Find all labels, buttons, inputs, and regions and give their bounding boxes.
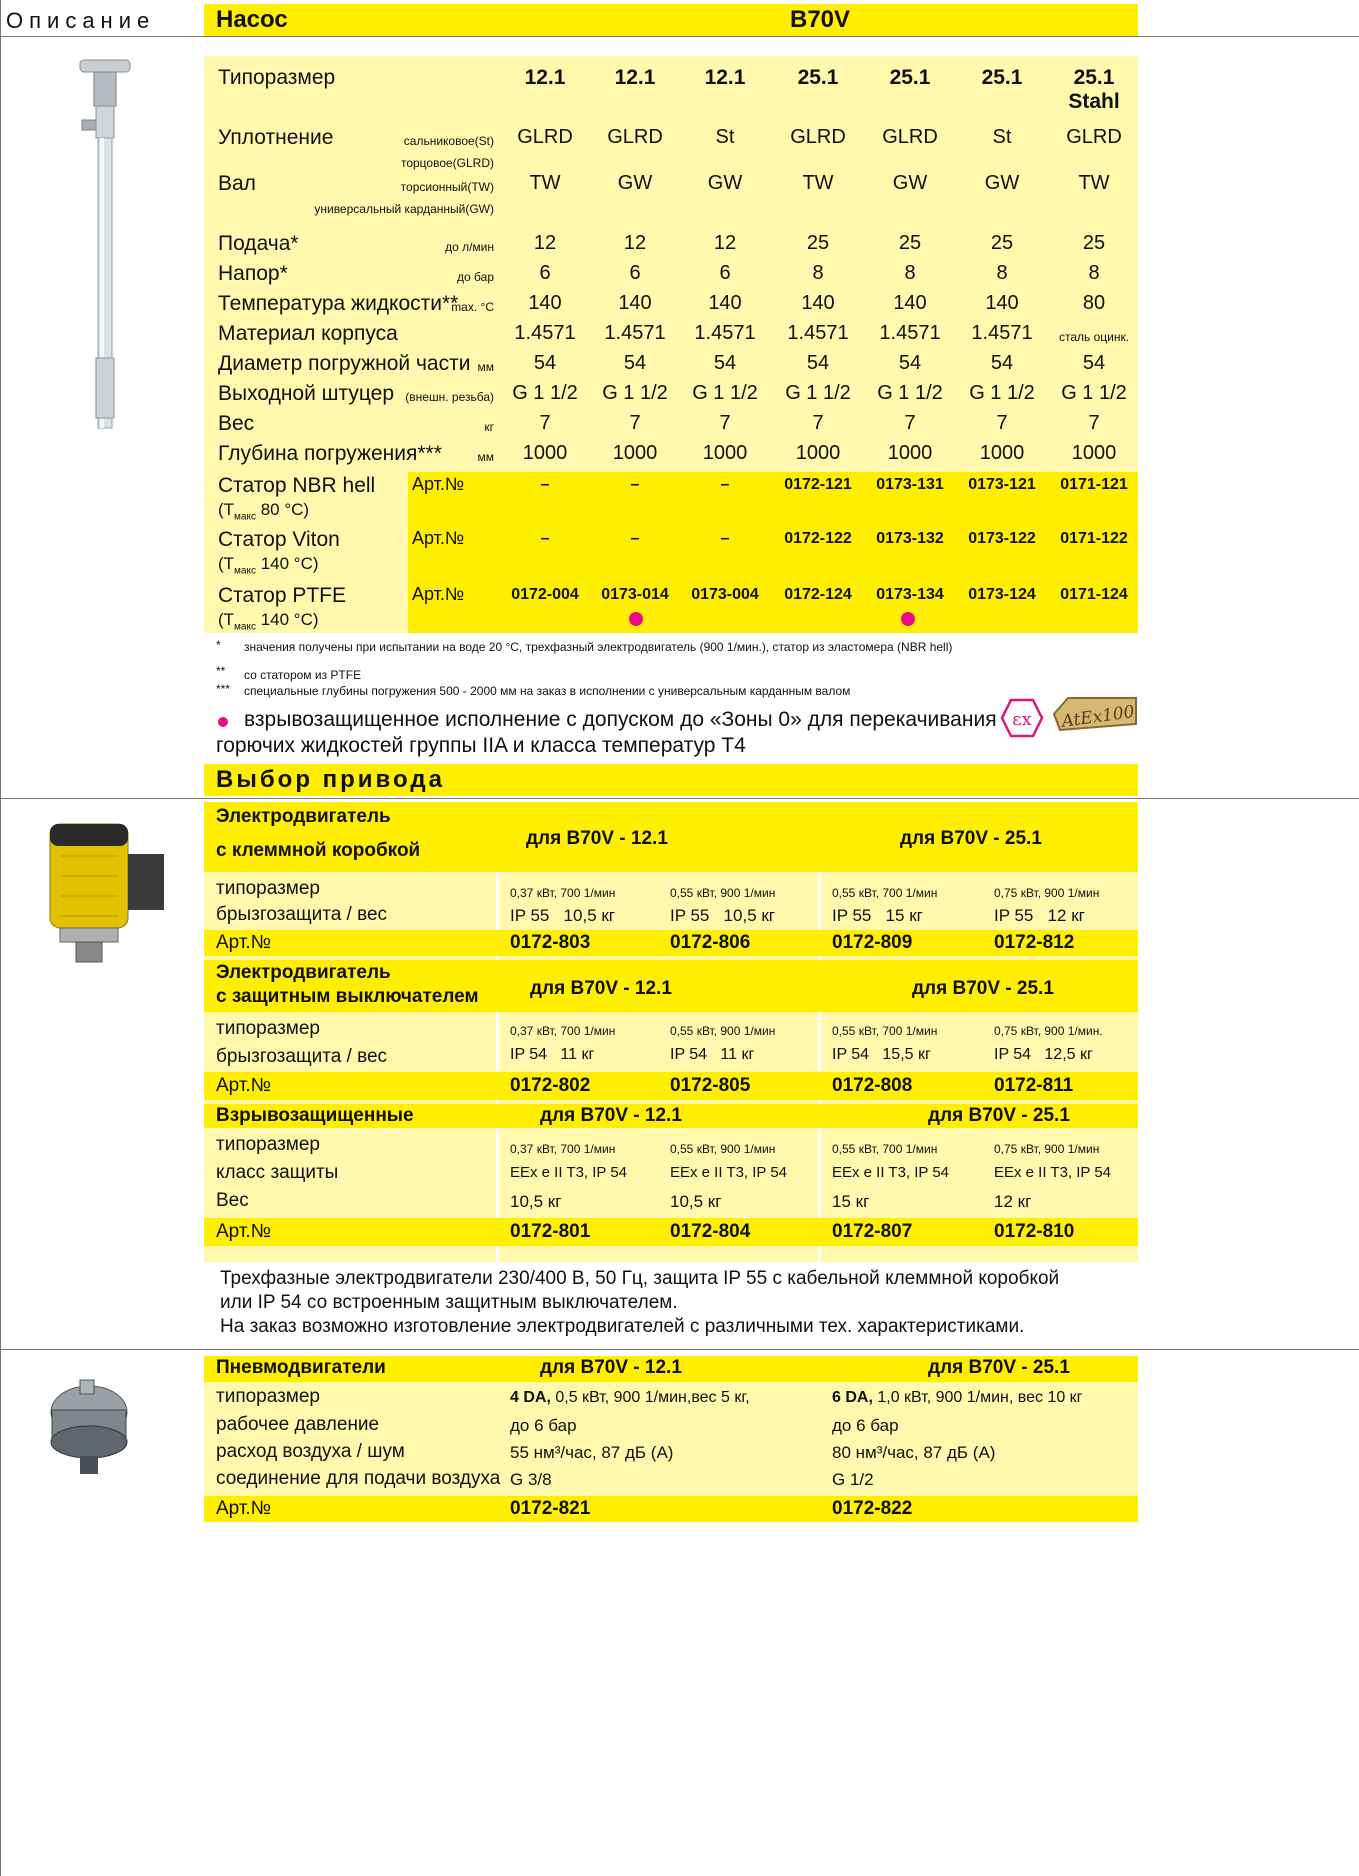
- ex-note-line2: горючих жидкостей группы IIA и класса температур Т4: [216, 734, 746, 757]
- divider-pneu: [0, 1349, 1359, 1350]
- spec-cell: G 1 1/2: [969, 382, 1035, 404]
- spec-cell: St: [715, 126, 735, 148]
- m2-prot: IP 54 11 кг: [510, 1046, 595, 1063]
- spec-cell: St: [992, 126, 1012, 148]
- stator-art-value: 0172-121: [784, 476, 852, 493]
- note3-mark: ***: [216, 682, 231, 696]
- drive-title: Выбор привода: [216, 766, 445, 793]
- m3-weight: 15 кг: [832, 1192, 870, 1211]
- note1: значения получены при испытании на воде 20 °C, трехфазный электродвигатель (900 1/мин.), статор из эластомера (NBR hell): [244, 640, 953, 654]
- spec-cell: 7: [629, 412, 641, 434]
- stator-art-value: –: [540, 530, 550, 547]
- m2-art: 0172-802: [510, 1075, 591, 1096]
- col-header-4: 25.1: [797, 66, 839, 89]
- ex-dot-col5: [901, 612, 915, 626]
- note1-mark: *: [216, 638, 221, 652]
- spec-row-label: Выходной штуцер: [218, 382, 395, 405]
- spec-cell: 6: [539, 262, 551, 284]
- spec-cell: 1.4571: [879, 322, 941, 344]
- note2: со статором из PTFE: [244, 668, 362, 682]
- spec-row-label: Вал: [218, 172, 256, 195]
- m1-prot: IP 55 15 кг: [832, 906, 923, 925]
- stator-art-bg: [408, 472, 1138, 633]
- m2-art: 0172-808: [832, 1075, 913, 1096]
- pneu-for-25: для B70V - 25.1: [928, 1357, 1070, 1378]
- spec-row-label: Температура жидкости**: [218, 292, 459, 315]
- spec-cell: 8: [1088, 262, 1100, 284]
- spec-cell: GLRD: [607, 126, 663, 148]
- spec-cell: сталь оцинк.: [1058, 330, 1130, 344]
- pneu-art-2: 0172-822: [832, 1498, 913, 1519]
- m3-size: 0,37 кВт, 700 1/мин: [510, 1142, 616, 1156]
- spec-cell: G 1 1/2: [877, 382, 943, 404]
- stator-tmax: ($T_{макс}$ 80 °C): [218, 500, 310, 523]
- stator-art-value: –: [720, 530, 730, 547]
- spec-row-label: Вес: [218, 412, 255, 435]
- spec-cell: 12: [533, 232, 557, 254]
- stator-art-value: 0173-131: [876, 476, 944, 493]
- spec-cell: 25: [990, 232, 1014, 254]
- stator-art-value: 0173-121: [968, 476, 1036, 493]
- m2-size: 0,55 кВт, 700 1/мин: [832, 1024, 938, 1038]
- pneu-label-air: расход воздуха / шум: [216, 1441, 405, 1462]
- spec-row-label: Диаметр погружной части: [218, 352, 471, 375]
- spec-cell: 1000: [979, 442, 1025, 464]
- spec-cell: 12: [623, 232, 647, 254]
- m3-row2-label: класс защиты: [216, 1162, 339, 1183]
- spec-row-label: Глубина погружения***: [218, 442, 442, 465]
- m3-art: 0172-807: [832, 1221, 913, 1242]
- spec-cell: 54: [1082, 352, 1106, 374]
- m3-weight: 10,5 кг: [670, 1192, 722, 1211]
- spec-cell: GLRD: [882, 126, 938, 148]
- m3-class: EEx e II T3, IP 54: [670, 1164, 788, 1181]
- pneu-c2-air: 80 нм³/час, 87 дБ (А): [832, 1443, 996, 1462]
- m3-size: 0,55 кВт, 900 1/мин: [670, 1142, 776, 1156]
- spec-cell: G 1 1/2: [1061, 382, 1127, 404]
- stator-art-label: Арт.№: [412, 528, 465, 548]
- m1-art: 0172-806: [670, 932, 751, 953]
- m1-title2: с клеммной коробкой: [216, 840, 421, 861]
- m2-art: 0172-805: [670, 1075, 751, 1096]
- motor-note3: На заказ возможно изготовление электродвигателей с различными тех. характеристиками.: [220, 1316, 1025, 1337]
- stator-art-value: 0171-124: [1060, 586, 1128, 603]
- m1-for-12: для B70V - 12.1: [526, 828, 668, 849]
- m2-prot: IP 54 12,5 кг: [994, 1046, 1093, 1063]
- spec-cell: 1.4571: [694, 322, 756, 344]
- m3-class: EEx e II T3, IP 54: [994, 1164, 1112, 1181]
- stator-art-value: 0173-124: [968, 586, 1036, 603]
- pneu-label-size: типоразмер: [216, 1386, 320, 1407]
- spec-cell: 54: [623, 352, 647, 374]
- m3-art: 0172-810: [994, 1221, 1075, 1242]
- ex-dot-col2: [629, 612, 643, 626]
- spec-row-sub2: универсальный карданный(GW): [314, 202, 494, 216]
- spec-cell: 140: [893, 292, 927, 314]
- spec-row-unit: max. °C: [451, 300, 494, 314]
- m2-row2-label: брызгозащита / вес: [216, 1046, 388, 1067]
- m2-prot: IP 54 11 кг: [670, 1046, 755, 1063]
- m2-size: 0,75 кВт, 900 1/мин.: [994, 1024, 1103, 1038]
- spec-row-unit: кг: [484, 420, 494, 434]
- spec-cell: 7: [539, 412, 551, 434]
- stator-art-label: Арт.№: [412, 584, 465, 604]
- svg-text:AtEx100: AtEx100: [1060, 701, 1136, 732]
- m2-prot: IP 54 15,5 кг: [832, 1046, 931, 1063]
- spec-cell: TW: [529, 172, 561, 194]
- spec-cell: 25: [1082, 232, 1106, 254]
- spec-cell: GW: [617, 172, 653, 194]
- stator-art-value: –: [540, 476, 550, 493]
- stator-name: Статор NBR hell: [218, 474, 376, 497]
- m3-for-12: для B70V - 12.1: [540, 1105, 682, 1126]
- m3-row1-label: типоразмер: [216, 1134, 320, 1155]
- stator-art-value: 0172-124: [784, 586, 852, 603]
- spec-row-label: Уплотнение: [218, 126, 334, 149]
- spec-cell: 140: [801, 292, 835, 314]
- electric-motor-image: [40, 816, 175, 966]
- col-header-2: 12.1: [614, 66, 656, 89]
- spec-cell: 1000: [612, 442, 658, 464]
- spec-cell: 1000: [522, 442, 568, 464]
- spec-cell: GW: [707, 172, 743, 194]
- spec-cell: G 1 1/2: [785, 382, 851, 404]
- stator-art-value: 0173-132: [876, 530, 944, 547]
- spec-cell: 54: [533, 352, 557, 374]
- spec-cell: 1000: [1071, 442, 1117, 464]
- m2-art-label: Арт.№: [216, 1075, 272, 1096]
- size-label: Типоразмер: [218, 66, 336, 89]
- spec-cell: 140: [985, 292, 1019, 314]
- m1-size: 0,55 кВт, 700 1/мин: [832, 886, 938, 900]
- spec-cell: G 1 1/2: [602, 382, 668, 404]
- atex-badge-icon: [1052, 694, 1138, 734]
- spec-cell: 8: [996, 262, 1008, 284]
- spec-cell: 1000: [795, 442, 841, 464]
- stator-tmax: ($T_{макс}$ 140 °C): [218, 554, 319, 577]
- stator-name: Статор Viton: [218, 528, 340, 551]
- m1-prot: IP 55 10,5 кг: [670, 906, 776, 925]
- m2-size: 0,55 кВт, 900 1/мин: [670, 1024, 776, 1038]
- motor-note2: или IP 54 со встроенным защитным выключателем.: [220, 1292, 678, 1313]
- pneu-title: Пневмодвигатели: [216, 1357, 386, 1378]
- m1-prot: IP 55 12 кг: [994, 906, 1085, 925]
- spec-row-label: Материал корпуса: [218, 322, 398, 345]
- m1-size: 0,75 кВт, 900 1/мин: [994, 886, 1100, 900]
- spec-cell: 54: [713, 352, 737, 374]
- stator-art-value: 0173-004: [691, 586, 759, 603]
- m2-for-12: для B70V - 12.1: [530, 978, 672, 999]
- m1-art: 0172-803: [510, 932, 591, 953]
- spec-cell: 8: [812, 262, 824, 284]
- spec-row-label: Напор*: [218, 262, 288, 285]
- pneu-for-12: для B70V - 12.1: [540, 1357, 682, 1378]
- pneu-c2-size: 6 DA, 1,0 кВт, 900 1/мин, вес 10 кг: [832, 1389, 1083, 1406]
- spec-cell: GLRD: [517, 126, 573, 148]
- m3-class: EEx e II T3, IP 54: [832, 1164, 950, 1181]
- pneu-c1-size: 4 DA, 0,5 кВт, 900 1/мин,вес 5 кг,: [510, 1389, 750, 1406]
- left-border: [0, 0, 1, 1876]
- spec-cell: 8: [904, 262, 916, 284]
- spec-cell: 140: [708, 292, 742, 314]
- col-header-5: 25.1: [889, 66, 931, 89]
- spec-cell: TW: [802, 172, 834, 194]
- spec-cell: 1.4571: [604, 322, 666, 344]
- spec-cell: 6: [629, 262, 641, 284]
- spec-cell: 1.4571: [971, 322, 1033, 344]
- spec-cell: 1.4571: [514, 322, 576, 344]
- stator-art-value: 0173-134: [876, 586, 944, 603]
- spec-cell: 1.4571: [787, 322, 849, 344]
- spec-cell: 54: [806, 352, 830, 374]
- stator-art-value: 0171-122: [1060, 530, 1128, 547]
- spec-cell: 7: [719, 412, 731, 434]
- m3-size: 0,55 кВт, 700 1/мин: [832, 1142, 938, 1156]
- m1-art: 0172-812: [994, 932, 1075, 953]
- pneu-label-pressure: рабочее давление: [216, 1414, 380, 1435]
- m3-class: EEx e II T3, IP 54: [510, 1164, 628, 1181]
- stator-art-value: 0172-122: [784, 530, 852, 547]
- stator-name: Статор PTFE: [218, 584, 347, 607]
- m3-art-label: Арт.№: [216, 1221, 272, 1242]
- pneu-c1-pressure: до 6 бар: [510, 1416, 577, 1435]
- spec-cell: TW: [1078, 172, 1110, 194]
- spec-cell: 54: [898, 352, 922, 374]
- spec-cell: 6: [719, 262, 731, 284]
- m2-title2: с защитным выключателем: [216, 986, 479, 1007]
- model-name: B70V: [790, 6, 851, 33]
- spec-cell: 140: [528, 292, 562, 314]
- spec-cell: G 1 1/2: [692, 382, 758, 404]
- m1-size: 0,55 кВт, 900 1/мин: [670, 886, 776, 900]
- stator-tmax: ($T_{макс}$ 140 °C): [218, 610, 319, 633]
- m1-art: 0172-809: [832, 932, 913, 953]
- stator-art-value: –: [630, 476, 640, 493]
- pneumatic-motor-image: [34, 1372, 144, 1482]
- m1-title1: Электродвигатель: [216, 806, 391, 827]
- m1-for-25: для B70V - 25.1: [900, 828, 1042, 849]
- spec-cell: G 1 1/2: [512, 382, 578, 404]
- spec-cell: 80: [1082, 292, 1106, 314]
- stator-art-value: –: [630, 530, 640, 547]
- spec-cell: 7: [1088, 412, 1100, 434]
- spec-cell: 1000: [702, 442, 748, 464]
- header-bar: [204, 4, 1138, 36]
- spec-row-unit: мм: [477, 450, 494, 464]
- m1-row2-label: брызгозащита / вес: [216, 904, 388, 925]
- m2-size: 0,37 кВт, 700 1/мин: [510, 1024, 616, 1038]
- spec-row-sub2: торцовое(GLRD): [400, 156, 494, 170]
- pneu-label-conn: соединение для подачи воздуха: [216, 1468, 501, 1489]
- pneu-c2-conn: G 1/2: [832, 1470, 874, 1489]
- m3-art: 0172-804: [670, 1221, 751, 1242]
- spec-row-label: Подача*: [218, 232, 299, 255]
- m2-row1-label: типоразмер: [216, 1018, 320, 1039]
- m2-for-25: для B70V - 25.1: [912, 978, 1054, 999]
- pump-label: Насос: [216, 6, 288, 33]
- spec-row-sub1: торсионный(TW): [400, 180, 494, 194]
- pneu-art-bar: [204, 1496, 1138, 1522]
- col-header-1: 12.1: [524, 66, 566, 89]
- spec-cell: 54: [990, 352, 1014, 374]
- m3-size: 0,75 кВт, 900 1/мин: [994, 1142, 1100, 1156]
- spec-row-unit: (внешн. резьба): [405, 390, 494, 404]
- svg-text:εx: εx: [1012, 709, 1032, 730]
- spec-cell: GLRD: [1066, 126, 1122, 148]
- spec-cell: GLRD: [790, 126, 846, 148]
- spec-cell: 25: [898, 232, 922, 254]
- m1-row1-label: типоразмер: [216, 878, 320, 899]
- col-header-6: 25.1: [981, 66, 1023, 89]
- stator-art-value: 0172-004: [511, 586, 579, 603]
- section-label: Описание: [6, 8, 156, 33]
- pneu-c2-pressure: до 6 бар: [832, 1416, 899, 1435]
- m2-art: 0172-811: [994, 1075, 1074, 1096]
- note2-mark: **: [216, 664, 226, 678]
- spec-cell: GW: [984, 172, 1020, 194]
- spec-cell: 25: [806, 232, 830, 254]
- divider-drive: [0, 798, 1359, 799]
- motor-note1: Трехфазные электродвигатели 230/400 В, 50 Гц, защита IP 55 с кабельной клеммной коробкой: [220, 1268, 1060, 1289]
- spec-cell: GW: [892, 172, 928, 194]
- col-header-7-extra: Stahl: [1068, 90, 1120, 113]
- spec-cell: 7: [812, 412, 824, 434]
- m3-art: 0172-801: [510, 1221, 591, 1242]
- m3-title: Взрывозащищенные: [216, 1105, 414, 1126]
- spec-row-unit: до л/мин: [445, 240, 494, 254]
- pneu-c1-conn: G 3/8: [510, 1470, 552, 1489]
- m3-weight: 12 кг: [994, 1192, 1032, 1211]
- m1-art-label: Арт.№: [216, 932, 272, 953]
- pneu-art-label: Арт.№: [216, 1498, 272, 1519]
- spec-row-sub1: сальниковое(St): [403, 134, 494, 148]
- stator-art-value: 0171-121: [1060, 476, 1128, 493]
- spec-cell: 12: [713, 232, 737, 254]
- stator-art-label: Арт.№: [412, 474, 465, 494]
- pneu-c1-air: 55 нм³/час, 87 дБ (А): [510, 1443, 674, 1462]
- spec-row-unit: до бар: [457, 270, 494, 284]
- spec-row-unit: мм: [477, 360, 494, 374]
- note3: специальные глубины погружения 500 - 2000 мм на заказ в исполнении с универсальным карданным валом: [244, 684, 851, 698]
- spec-cell: 140: [618, 292, 652, 314]
- m3-row3-label: Вес: [216, 1190, 249, 1211]
- ex-hexagon-icon: [1000, 698, 1044, 738]
- ex-note-line1: взрывозащищенное исполнение с допуском до «Зоны 0» для перекачивания: [244, 708, 997, 731]
- spec-cell: 7: [904, 412, 916, 434]
- m2-title1: Электродвигатель: [216, 962, 391, 983]
- spec-cell: 7: [996, 412, 1008, 434]
- ex-dot-legend: [218, 717, 228, 727]
- stator-art-value: 0173-014: [601, 586, 669, 603]
- m3-for-25: для B70V - 25.1: [928, 1105, 1070, 1126]
- m1-prot: IP 55 10,5 кг: [510, 906, 616, 925]
- m3-weight: 10,5 кг: [510, 1192, 562, 1211]
- m1-size: 0,37 кВт, 700 1/мин: [510, 886, 616, 900]
- col-header-7: 25.1: [1073, 66, 1115, 89]
- stator-art-value: –: [720, 476, 730, 493]
- stator-art-value: 0173-122: [968, 530, 1036, 547]
- divider-top: [0, 36, 1359, 37]
- pneu-art-1: 0172-821: [510, 1498, 591, 1519]
- pump-image: [76, 58, 136, 438]
- col-header-3: 12.1: [704, 66, 746, 89]
- spec-cell: 1000: [887, 442, 933, 464]
